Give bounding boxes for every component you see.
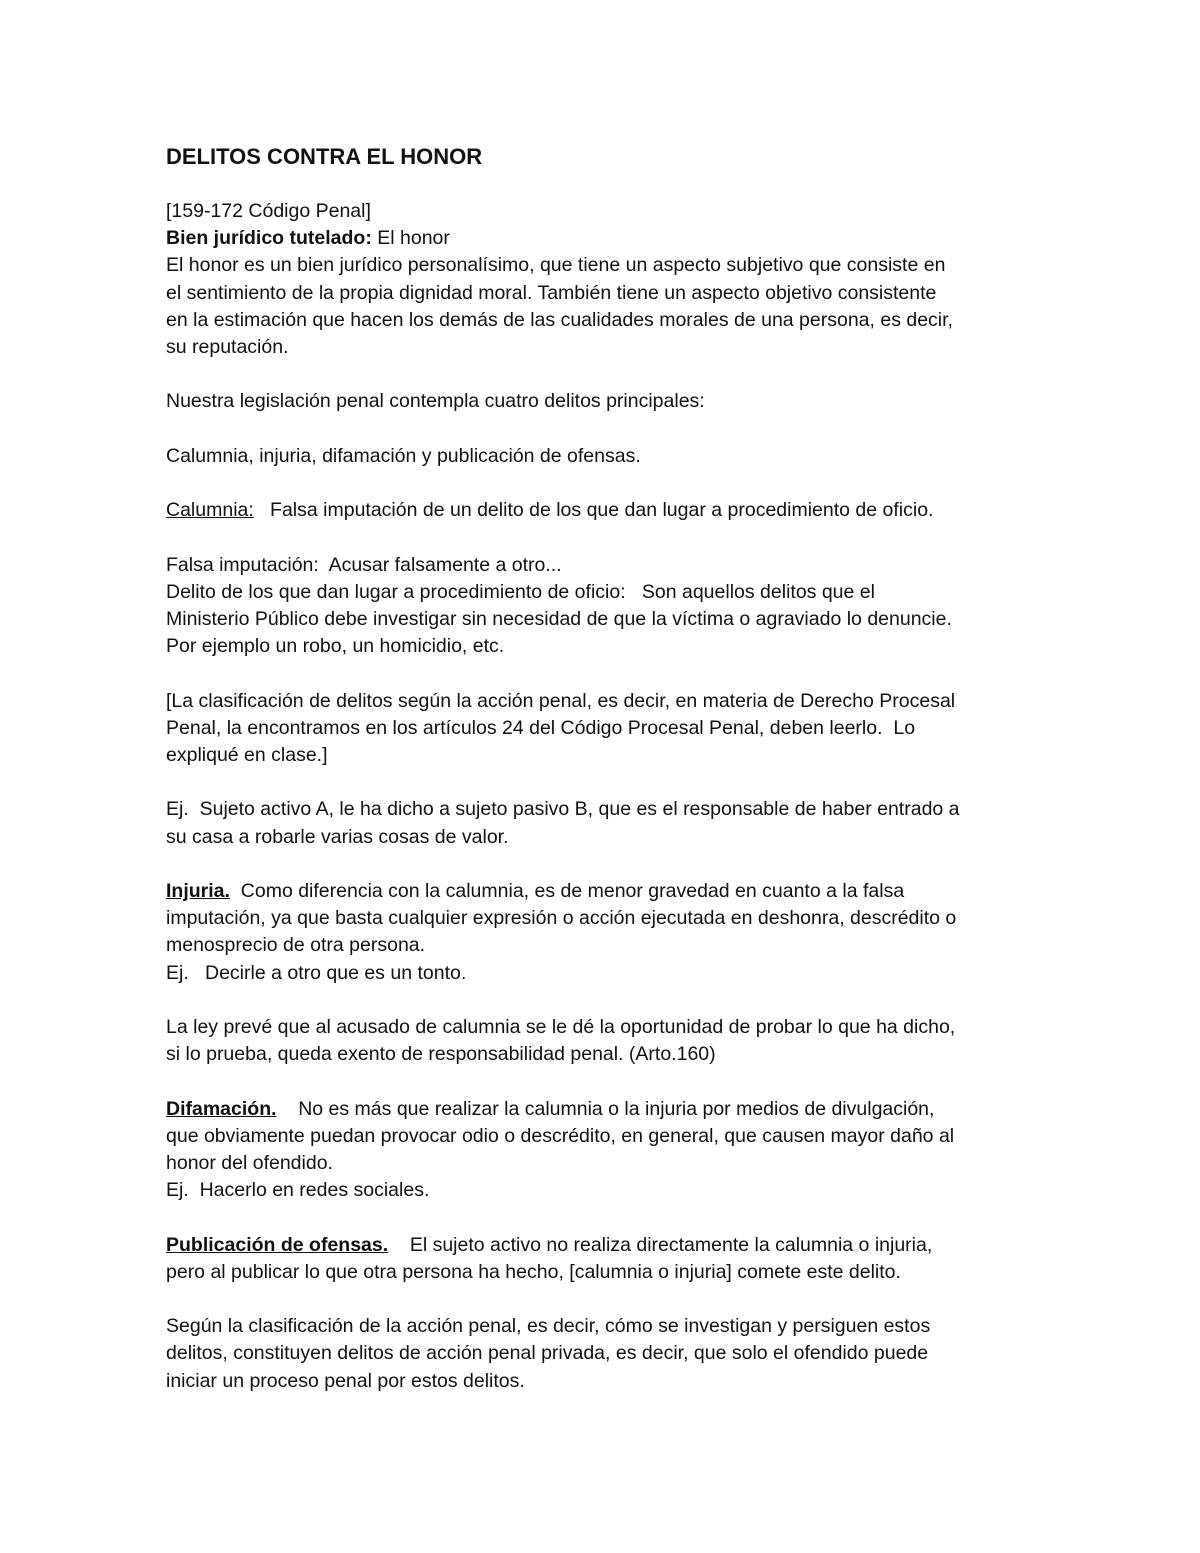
blank-line — [166, 524, 1046, 551]
publicacion-label: Publicación de ofensas. — [166, 1233, 389, 1256]
paragraph-line: Según la clasificación de la acción penal, es decir, cómo se investigan y persiguen estos — [166, 1315, 931, 1338]
delitos-list: Calumnia, injuria, difamación y publicación de ofensas. — [166, 444, 641, 467]
paragraph-line: El honor es un bien jurídico personalísimo, que tiene un aspecto subjetivo que consiste en — [166, 254, 946, 277]
paragraph-line: iniciar un proceso penal por estos delitos. — [166, 1369, 525, 1392]
injuria-section — [166, 878, 1046, 987]
paragraph-line: Ej. Sujeto activo A, le ha dicho a sujeto pasivo B, que es el responsable de haber entrado a — [166, 798, 960, 821]
paragraph-line: si lo prueba, queda exento de responsabilidad penal. (Arto.160) — [166, 1043, 716, 1066]
paragraph-line: su casa a robarle varias cosas de valor. — [166, 825, 509, 848]
blank-line — [166, 470, 1046, 497]
difamacion-label: Difamación. — [166, 1097, 277, 1120]
paragraph-line: en la estimación que hacen los demás de las cualidades morales de una persona, es decir, — [166, 308, 953, 331]
paragraph-line: pero al publicar lo que otra persona ha hecho, [calumnia o injuria] comete este delito. — [166, 1260, 901, 1283]
blank-line — [166, 361, 1046, 388]
document-title: DELITOS CONTRA EL HONOR — [166, 144, 483, 169]
paragraph-line: su reputación. — [166, 336, 289, 359]
blank-line — [166, 416, 1046, 443]
paragraph-line: delitos, constituyen delitos de acción penal privada, es decir, que solo el ofendido puede — [166, 1342, 929, 1365]
blank-line — [166, 851, 1046, 878]
publicacion-text: El sujeto activo no realiza directamente la calumnia o injuria, — [388, 1233, 933, 1256]
bien-juridico-value: El honor — [371, 227, 450, 250]
blank-line — [166, 1068, 1046, 1095]
clasificacion-final-paragraph — [166, 1313, 1046, 1395]
calumnia-label: Calumnia: — [166, 499, 254, 522]
paragraph-line: expliqué en clase.] — [166, 743, 328, 766]
paragraph-line: honor del ofendido. — [166, 1151, 333, 1174]
paragraph-line: el sentimiento de la propia dignidad moral. También tiene un aspecto objetivo consistente — [166, 281, 937, 304]
difamacion-first-line — [166, 1096, 1046, 1123]
blank-line — [166, 1204, 1046, 1231]
bien-juridico-label: Bien jurídico tutelado: — [166, 227, 372, 250]
paragraph-line: que obviamente puedan provocar odio o descrédito, en general, que causen mayor daño al — [166, 1124, 955, 1147]
paragraph-line: Ej. Hacerlo en redes sociales. — [166, 1179, 430, 1202]
articles-reference: [159-172 Código Penal] — [166, 200, 371, 222]
legislation-intro: Nuestra legislación penal contempla cuatro delitos principales: — [166, 390, 705, 413]
injuria-first-line — [166, 878, 1046, 905]
injuria-label: Injuria. — [166, 879, 230, 902]
blank-line — [166, 660, 1046, 687]
calumnia-text: Falsa imputación de un delito de los que dan lugar a procedimiento de oficio. — [253, 499, 934, 522]
calumnia-definition — [166, 497, 1046, 524]
paragraph-line: [La clasificación de delitos según la acción penal, es decir, en materia de Derecho Procesal — [166, 689, 956, 712]
paragraph-line: menosprecio de otra persona. — [166, 934, 426, 957]
honor-paragraph — [166, 252, 1046, 361]
paragraph-line: imputación, ya que basta cualquier expresión o acción ejecutada en deshonra, descrédito o — [166, 907, 957, 930]
bien-juridico-line — [166, 225, 1046, 252]
paragraph-line: Penal, la encontramos en los artículos 24 del Código Procesal Penal, deben leerlo. Lo — [166, 716, 916, 739]
calumnia-explanation — [166, 552, 1046, 661]
clasificacion-note — [166, 688, 1046, 770]
paragraph-line: Ministerio Público debe investigar sin necesidad de que la víctima o agraviado lo denuncie. — [166, 607, 952, 630]
publicacion-first-line — [166, 1232, 1046, 1259]
paragraph-line: La ley prevé que al acusado de calumnia se le dé la oportunidad de probar lo que ha dicho, — [166, 1015, 956, 1038]
difamacion-section — [166, 1096, 1046, 1205]
paragraph-line: Por ejemplo un robo, un homicidio, etc. — [166, 635, 505, 658]
ley-preve-paragraph — [166, 1014, 1046, 1068]
publicacion-section — [166, 1232, 1046, 1286]
difamacion-text: No es más que realizar la calumnia o la injuria por medios de divulgación, — [276, 1097, 935, 1120]
paragraph-line: Ej. Decirle a otro que es un tonto. — [166, 961, 467, 984]
injuria-text: Como diferencia con la calumnia, es de menor gravedad en cuanto a la falsa — [229, 879, 905, 902]
blank-line — [166, 769, 1046, 796]
calumnia-example — [166, 796, 1046, 850]
paragraph-line: Falsa imputación: Acusar falsamente a otro... — [166, 553, 562, 576]
blank-line — [166, 1286, 1046, 1313]
document-page — [166, 143, 1046, 1395]
paragraph-line: Delito de los que dan lugar a procedimiento de oficio: Son aquellos delitos que el — [166, 580, 875, 603]
blank-line — [166, 987, 1046, 1014]
